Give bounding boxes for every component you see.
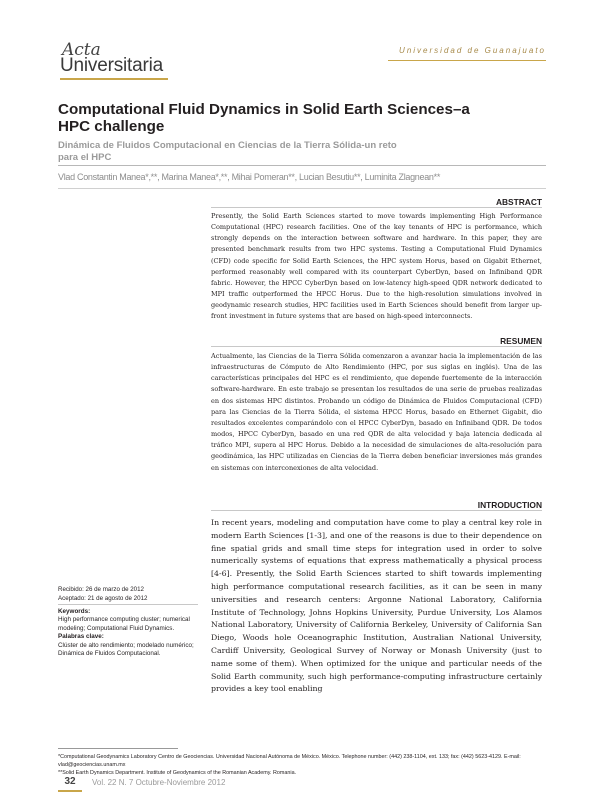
sidebar-rule [58,604,198,605]
article-title: Computational Fluid Dynamics in Solid Earth Sciences–a HPC challenge [58,101,470,135]
abstract-heading: ABSTRACT [495,197,542,207]
introduction-heading: INTRODUCTION [477,500,542,510]
running-head: Universidad de Guanajuato [399,46,546,55]
footnote-rule [58,748,178,749]
journal-citation: Vol. 22 N. 7 Octubre-Noviembre 2012 [92,778,226,787]
header-rule [388,60,546,61]
footnote-affiliation-2: **Solid Earth Dynamics Department. Institute of Geodynamics of the Romanian Academy. Romania. [58,770,297,776]
resumen-heading: RESUMEN [500,336,542,346]
palabras-clave-label: Palabras clave: [58,633,104,641]
author-list: Vlad Constantin Manea*,**, Marina Manea*,**, Mihai Pomeran**, Lucian Besutiu**, Luminita Zlagnean** [58,172,441,182]
resumen-text: Actualmente, las Ciencias de la Tierra Sólida comenzaron a avanzar hacia la implementación de las infraestructuras de Cómputo de Alto Rendimiento (HPC, por sus siglas en inglés). Una de las características principales del HPC es el rendimiento, que depende fuertemente de la interacción software-hardware. En este trabajo se presentan los resultados de una serie de pruebas realizadas en dos sistemas HPC distintos. Probando un código de Dinámica de Fluidos Computacional (CFD) para las Ciencias de la Tierra Sólida, el sistema HPCC Horus, basado en Ethernet Gigabit, dio resultados excelentes comparándolo con el HPCC CyberDyn, basado en Infiniband QDR. De todos modos, HPCC CyberDyn, basado en una red QDR de alta velocidad y baja latencia dedicada al tráfico MPI, supera al HPC Horus. Debido a la necesidad de simulaciones de alta-resolución para geodinámica, las HPC utilizadas en Ciencias de la Tierra deben beneficiar inversiones más grandes en sistemas con interconexiones de alta velocidad. [211,352,542,472]
introduction-text: In recent years, modeling and computation have come to play a central key role in modern Earth Sciences [1-3], and one of the reasons is due to their dependence on fine spatial grids and small time steps for integration used in order to solve numerically systems of equations that express mathematically a physical process [4-6]. Presently, the Solid Earth Sciences started to shift towards implementing high performance computational research facilities, as it can be seen in many universities and research centers: Argonne National Laboratory, California Institute of Technology, Johns Hopkins University, Purdue University, Los Alamos National Laboratory, University of California Berkeley, University of California San Diego, Woods hole Oceanographic Institution, Australian National University, Cardiff University, Geological Survey of Norway or Monash University (just to name some of them). When optimized for the unique and particular needs of the Solid Earth community, such high performance-computing infrastructure certainly provides a key tool enabling [211,518,542,694]
accepted-date: Aceptado: 21 de agosto de 2012 [58,594,148,602]
introduction-rule [211,510,542,511]
logo-universitaria-text: Universitaria [60,55,163,76]
logo-underline [60,78,168,80]
keywords-label: Keywords: [58,608,91,615]
page-number: 32 [64,776,76,787]
keywords-block [58,608,198,658]
submission-dates [58,586,198,603]
journal-logo [58,40,168,80]
author-rule [58,188,546,189]
article-subtitle: Dinámica de Fluidos Computacional en Ciencias de la Tierra Sólida-un reto para el HPC [58,140,397,163]
received-date: Recibido: 26 de marzo de 2012 [58,586,144,593]
logo-acta-text: Acta [62,40,101,60]
footnote-affiliation-1: *Computational Geodynamics Laboratory Centro de Geociencias. Universidad Nacional Autónoma de México. México. Telephone number: (442) 238-1104, ext. 133; fax: (442) 5623-4129. E-mail: vlad@geociencias.unam.mx [58,754,521,768]
title-rule [58,165,546,166]
footnotes [58,753,546,777]
keywords-text: High performance computing cluster; numerical modeling; Computational Fluid Dynamics. [58,616,190,632]
palabras-clave-text: Clúster de alto rendimiento; modelado numérico; Dinámica de Fluidos Computacional. [58,641,194,658]
resumen-rule [211,346,542,347]
abstract-text: Presently, the Solid Earth Sciences started to move towards implementing High Performance Computational (HPC) research facilities. One of the key tenants of HPC is performance, which strongly depends on the interaction between software and hardware. In this paper, they are presented benchmark results from two HPC systems. Testing a Computational Fluid Dynamics (CFD) code specific for Solid Earth Sciences, the HPC system Horus, based on Gigabit Ethernet, performed reasonably well compared with its counterpart CyberDyn, based on Infiniband QDR fabric. However, the HPCC CyberDyn based on low-latency high-speed QDR network dedicated to MPI traffic outperformed the HPCC Horus. Due to the high-resolution simulations involved in geodynamic research studies, HPC facilities used in Earth Sciences should benefit from larger up-front investment in future systems that are based on high-speed interconnects. [211,212,542,321]
abstract-rule [211,207,542,208]
